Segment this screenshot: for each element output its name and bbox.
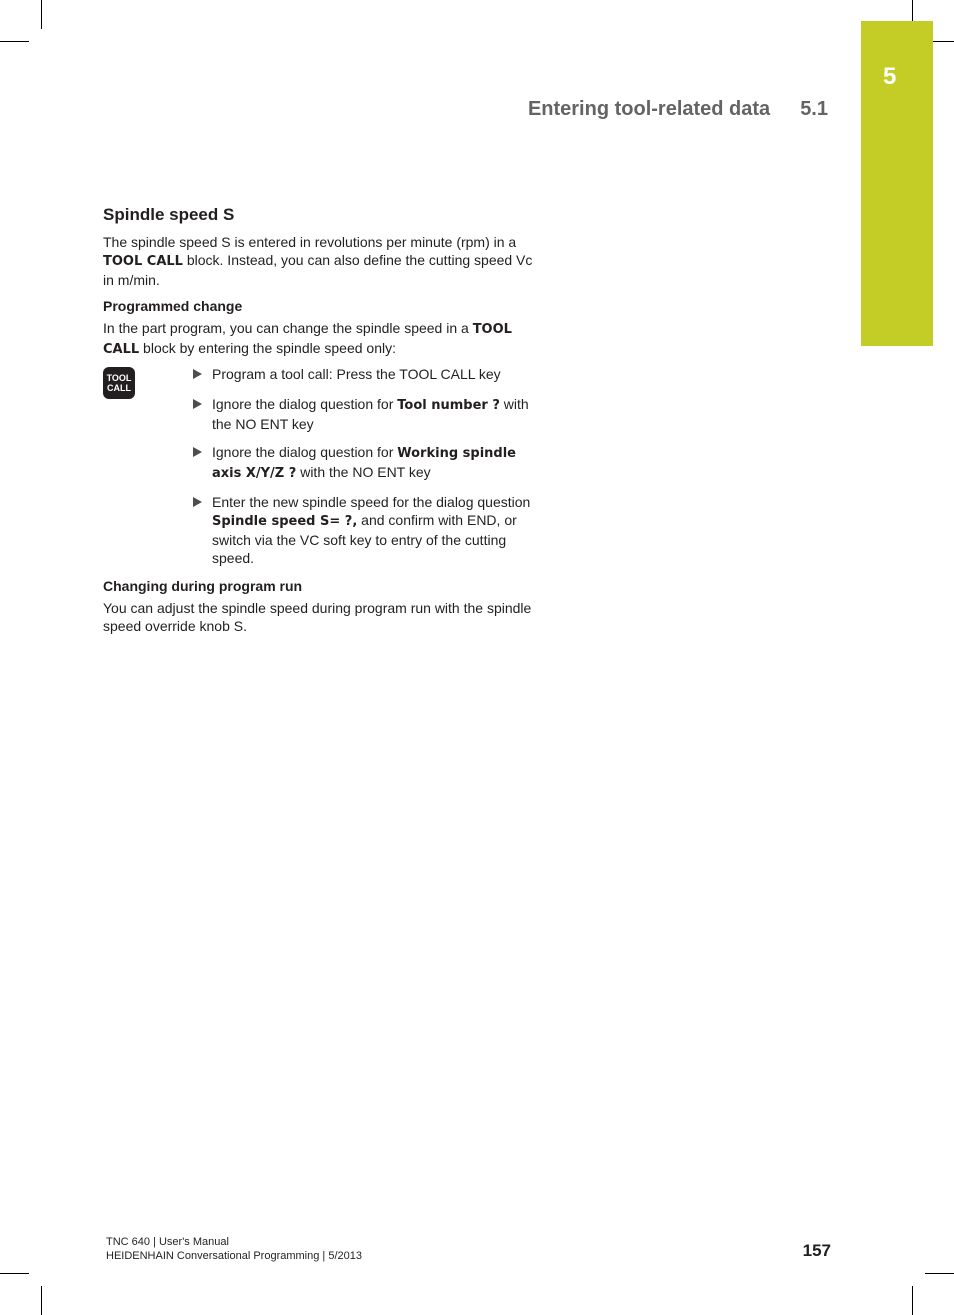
step-text-2: with the NO ENT key (212, 396, 529, 432)
step-text-2: with the NO ENT key (296, 464, 431, 480)
intro-text: The spindle speed S is entered in revolutions per minute (rpm) in a (103, 234, 517, 250)
triangle-bullet-icon (193, 399, 202, 409)
crop-mark-bl-h (0, 1273, 29, 1274)
running-head (528, 98, 828, 121)
crop-mark-br-v (912, 1286, 913, 1315)
pc-text: In the part program, you can change the spindle speed in a (103, 320, 473, 336)
pc-text-2: block by entering the spindle speed only: (139, 340, 397, 356)
crop-mark-bl-v (41, 1286, 42, 1315)
list-item (193, 443, 543, 483)
subheading-programmed-change: Programmed change (103, 298, 243, 314)
key-line2: CALL (107, 383, 131, 393)
step-text-2: and confirm with END, or switch via the VC soft key to entry of the cutting speed. (212, 512, 517, 566)
list-item (193, 493, 543, 567)
main-content (103, 205, 543, 635)
page-number: 157 (802, 1241, 831, 1260)
running-head-title: Entering tool-related data (527, 98, 771, 120)
intro-paragraph (103, 233, 543, 289)
step-bold: Working spindle axis X/Y/Z ? (212, 446, 516, 481)
step-text: Enter the new spindle speed for the dialog question (212, 494, 531, 510)
chapter-tab (861, 21, 933, 346)
section-title: Spindle speed S (103, 205, 235, 224)
chapter-number: 5 (883, 63, 897, 90)
pc-bold: TOOL CALL (103, 322, 512, 357)
crop-mark-tl-v (41, 0, 42, 29)
steps-block (103, 365, 543, 567)
triangle-bullet-icon (193, 497, 202, 507)
crop-mark-tr-h (933, 41, 954, 42)
changing-during-run-paragraph: You can adjust the spindle speed during program run with the spindle speed override knob S. (103, 600, 532, 634)
programmed-change-paragraph (103, 319, 543, 359)
running-head-section: 5.1 (800, 98, 828, 120)
intro-text-2: block. Instead, you can also define the cutting speed Vc in m/min. (103, 252, 533, 288)
crop-mark-tl-h (0, 41, 29, 42)
list-item (193, 365, 543, 385)
step-text: Ignore the dialog question for (212, 444, 398, 460)
steps-list (103, 365, 543, 567)
key-line1: TOOL (106, 373, 132, 383)
step-bold: Spindle speed S= ?, (212, 514, 358, 529)
footer (106, 1235, 362, 1263)
subheading-changing-during-run: Changing during program run (103, 578, 303, 594)
step-text: Ignore the dialog question for (212, 396, 398, 412)
step-text: Program a tool call: Press the TOOL CALL key (212, 366, 501, 382)
list-item (193, 395, 543, 433)
crop-mark-br-h (925, 1273, 954, 1274)
footer-line2: HEIDENHAIN Conversational Programming | 5/2013 (106, 1250, 362, 1262)
triangle-bullet-icon (193, 447, 202, 457)
footer-line1: TNC 640 | User's Manual (106, 1236, 229, 1248)
intro-bold: TOOL CALL (103, 254, 183, 269)
triangle-bullet-icon (193, 369, 202, 379)
crop-mark-tr-v (912, 0, 913, 21)
step-bold: Tool number ? (397, 398, 500, 413)
tool-call-key-icon (103, 367, 135, 399)
